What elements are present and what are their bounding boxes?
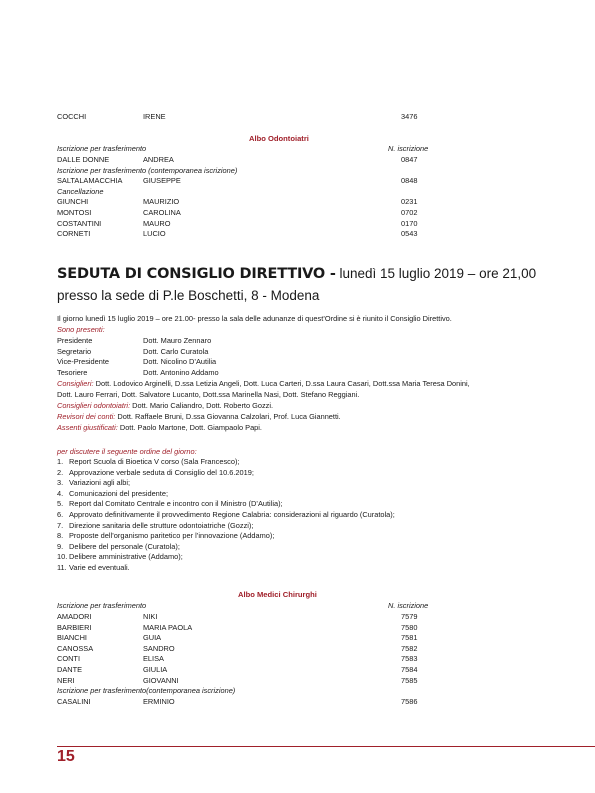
surname: GIUNCHI bbox=[57, 197, 89, 207]
header-left: Iscrizione per trasferimento bbox=[57, 601, 147, 610]
odg-text: Varie ed eventuali. bbox=[69, 563, 130, 572]
odg-text: Proposte dell’organismo paritetico per l’innovazione (Addamo); bbox=[69, 531, 275, 541]
consiglieri-line-2: Dott. Lauro Ferrari, Dott. Salvatore Lucanto, Dott.ssa Marinella Nasi, Dott. Stefano Reggiani. bbox=[57, 390, 360, 399]
registration-number: 7580 bbox=[401, 622, 418, 632]
officer-name: Dott. Nicolino D’Autilia bbox=[143, 357, 217, 367]
odg-item bbox=[0, 468, 595, 479]
registration-number: 0848 bbox=[401, 176, 418, 186]
odg-label: per discutere il seguente ordine del giorno: bbox=[57, 447, 197, 456]
consiglieri-text-1: Dott. Lodovico Arginelli, D.ssa Letizia Angeli, Dott. Luca Carteri, D.ssa Laura Casari, Dott.ssa Maria Teresa Donini, bbox=[93, 379, 470, 388]
registration-number: 0231 bbox=[401, 197, 418, 207]
list-row bbox=[0, 176, 595, 187]
surname: DANTE bbox=[57, 665, 83, 674]
page-number: 15 bbox=[57, 748, 75, 765]
officer-role: Segretario bbox=[57, 346, 92, 356]
odg-number: 5. bbox=[57, 499, 64, 509]
registration-number: 0170 bbox=[401, 218, 418, 228]
surname: NERI bbox=[57, 675, 75, 685]
subhead-text: Iscrizione per trasferimento (contemporanea iscrizione) bbox=[57, 165, 238, 175]
header-right: N. iscrizione bbox=[388, 144, 429, 153]
seduta-title-location: presso la sede di P.le Boschetti, 8 - Modena bbox=[57, 288, 320, 303]
odg-text: Comunicazioni del presidente; bbox=[69, 488, 169, 498]
list-row bbox=[0, 208, 595, 219]
odg-number: 7. bbox=[57, 520, 64, 530]
registration-number: 0847 bbox=[401, 155, 418, 164]
first-name: ERMINIO bbox=[143, 696, 175, 706]
officer-role: Tesoriere bbox=[57, 367, 88, 377]
odg-number: 11. bbox=[57, 563, 67, 572]
list-row bbox=[0, 197, 595, 208]
first-name: IRENE bbox=[143, 112, 166, 121]
first-name: GUIA bbox=[143, 633, 162, 643]
assenti-text: Dott. Paolo Martone, Dott. Giampaolo Papi. bbox=[117, 423, 262, 432]
list-row bbox=[0, 623, 595, 634]
registration-number: 7582 bbox=[401, 643, 418, 653]
odg-text: Report Scuola di Bioetica V corso (Sala Francesco); bbox=[69, 457, 240, 466]
odg-text: Approvato definitivamente il provvedimento Regione Calabria: considerazioni al riguardo (Curatola); bbox=[69, 510, 395, 519]
footer-rule bbox=[57, 746, 595, 747]
seduta-title-date: lunedì 15 luglio 2019 – ore 21,00 bbox=[335, 266, 537, 281]
surname: CONTI bbox=[57, 654, 80, 664]
odontoiatri-label: Consiglieri odontoiatri: bbox=[57, 401, 131, 410]
surname: CANOSSA bbox=[57, 643, 94, 653]
registration-number: 7586 bbox=[401, 696, 418, 706]
officer-row bbox=[0, 336, 595, 347]
odg-text: Delibere amministrative (Addamo); bbox=[69, 552, 183, 562]
odg-number: 8. bbox=[57, 531, 64, 541]
officer-role: Presidente bbox=[57, 336, 93, 345]
first-name: CAROLINA bbox=[143, 208, 181, 217]
officer-row bbox=[0, 368, 595, 379]
first-name: GIULIA bbox=[143, 665, 168, 674]
officer-name: Dott. Carlo Curatola bbox=[143, 346, 209, 356]
odg-item bbox=[0, 510, 595, 521]
officer-name: Dott. Antonino Addamo bbox=[143, 367, 219, 377]
albo-medici-header bbox=[0, 601, 595, 612]
surname: SALTALAMACCHIA bbox=[57, 176, 123, 186]
odg-item bbox=[0, 563, 595, 574]
assenti-line bbox=[57, 423, 262, 434]
officer-row bbox=[0, 347, 595, 358]
registration-number: 0702 bbox=[401, 208, 418, 217]
list-row bbox=[0, 665, 595, 676]
surname: AMADORI bbox=[57, 612, 92, 621]
registration-number: 7579 bbox=[401, 612, 418, 621]
albo-odontoiatri-header bbox=[0, 144, 595, 155]
list-row bbox=[0, 219, 595, 230]
first-name: ELISA bbox=[143, 654, 164, 664]
odg-item bbox=[0, 552, 595, 563]
odg-item bbox=[0, 489, 595, 500]
list-row bbox=[0, 155, 595, 166]
header-right: N. iscrizione bbox=[388, 601, 429, 610]
first-name: MARIA PAOLA bbox=[143, 622, 193, 632]
odg-item bbox=[0, 499, 595, 510]
revisori-text: Dott. Raffaele Bruni, D.ssa Giovanna Calzolari, Prof. Luca Giannetti. bbox=[115, 412, 341, 421]
list-row bbox=[0, 676, 595, 687]
odg-item bbox=[0, 457, 595, 468]
revisori-line bbox=[57, 412, 341, 423]
officer-role: Vice-Presidente bbox=[57, 357, 110, 367]
first-name: LUCIO bbox=[143, 229, 166, 239]
registration-number: 3476 bbox=[401, 112, 418, 121]
odg-number: 9. bbox=[57, 541, 64, 551]
assenti-label: Assenti giustificati: bbox=[57, 423, 118, 432]
list-subhead bbox=[0, 187, 595, 198]
surname: BARBIERI bbox=[57, 622, 92, 632]
surname: CORNETI bbox=[57, 229, 91, 239]
surname: COCCHI bbox=[57, 112, 87, 121]
top-entry-row bbox=[0, 112, 595, 123]
odg-number: 3. bbox=[57, 478, 64, 488]
consiglieri-line-1 bbox=[57, 379, 470, 390]
surname: BIANCHI bbox=[57, 633, 87, 643]
officer-name: Dott. Mauro Zennaro bbox=[143, 336, 212, 345]
list-row bbox=[0, 633, 595, 644]
consiglieri-odontoiatri-line bbox=[57, 401, 273, 412]
odontoiatri-text: Dott. Mario Caliandro, Dott. Roberto Gozzi. bbox=[130, 401, 274, 410]
subhead-text: Iscrizione per trasferimento(contemporanea iscrizione) bbox=[57, 686, 236, 696]
header-left: Iscrizione per trasferimento bbox=[57, 144, 147, 153]
odg-number: 2. bbox=[57, 467, 64, 477]
odg-number: 4. bbox=[57, 488, 64, 498]
registration-number: 0543 bbox=[401, 229, 418, 239]
seduta-title-bold: SEDUTA DI CONSIGLIO DIRETTIVO - bbox=[57, 266, 336, 282]
first-name: GIOVANNI bbox=[143, 675, 179, 685]
presenti-label: Sono presenti: bbox=[57, 325, 105, 334]
first-name: ANDREA bbox=[143, 155, 174, 164]
albo-odontoiatri-title: Albo Odontoiatri bbox=[249, 134, 309, 143]
first-name: SANDRO bbox=[143, 643, 175, 653]
officer-row bbox=[0, 357, 595, 368]
seduta-intro: Il giorno lunedì 15 luglio 2019 – ore 21.00- presso la sala delle adunanze di quest’Ordine si è riunito il Consiglio Direttivo. bbox=[57, 314, 452, 323]
registration-number: 7585 bbox=[401, 675, 418, 685]
odg-item bbox=[0, 542, 595, 553]
odg-item bbox=[0, 478, 595, 489]
first-name: NIKI bbox=[143, 612, 158, 621]
first-name: GIUSEPPE bbox=[143, 176, 181, 186]
albo-medici-title: Albo Medici Chirurghi bbox=[238, 590, 317, 599]
seduta-title bbox=[57, 266, 536, 282]
list-row bbox=[0, 644, 595, 655]
odg-item bbox=[0, 521, 595, 532]
list-row bbox=[0, 654, 595, 665]
odg-text: Variazioni agli albi; bbox=[69, 478, 131, 488]
odg-text: Approvazione verbale seduta di Consiglio del 10.6.2019; bbox=[69, 467, 254, 477]
first-name: MAURO bbox=[143, 218, 171, 228]
list-subhead bbox=[0, 166, 595, 177]
surname: CASALINI bbox=[57, 696, 91, 706]
list-row bbox=[0, 229, 595, 240]
first-name: MAURIZIO bbox=[143, 197, 180, 207]
surname: COSTANTINI bbox=[57, 218, 102, 228]
odg-text: Report dal Comitato Centrale e incontro con il Ministro (D’Autilia); bbox=[69, 499, 283, 509]
revisori-label: Revisori dei conti: bbox=[57, 412, 116, 421]
odg-number: 1. bbox=[57, 457, 64, 466]
list-subhead bbox=[0, 686, 595, 697]
consiglieri-label: Consiglieri: bbox=[57, 379, 94, 388]
surname: MONTOSI bbox=[57, 208, 92, 217]
odg-number: 6. bbox=[57, 510, 64, 519]
registration-number: 7581 bbox=[401, 633, 418, 643]
list-row bbox=[0, 612, 595, 623]
surname: DALLE DONNE bbox=[57, 155, 110, 164]
odg-text: Direzione sanitaria delle strutture odontoiatriche (Gozzi); bbox=[69, 520, 254, 530]
subhead-text: Cancellazione bbox=[57, 186, 104, 196]
registration-number: 7583 bbox=[401, 654, 418, 664]
registration-number: 7584 bbox=[401, 665, 418, 674]
odg-text: Delibere del personale (Curatola); bbox=[69, 541, 180, 551]
odg-item bbox=[0, 531, 595, 542]
odg-number: 10. bbox=[57, 552, 68, 562]
list-row bbox=[0, 697, 595, 708]
